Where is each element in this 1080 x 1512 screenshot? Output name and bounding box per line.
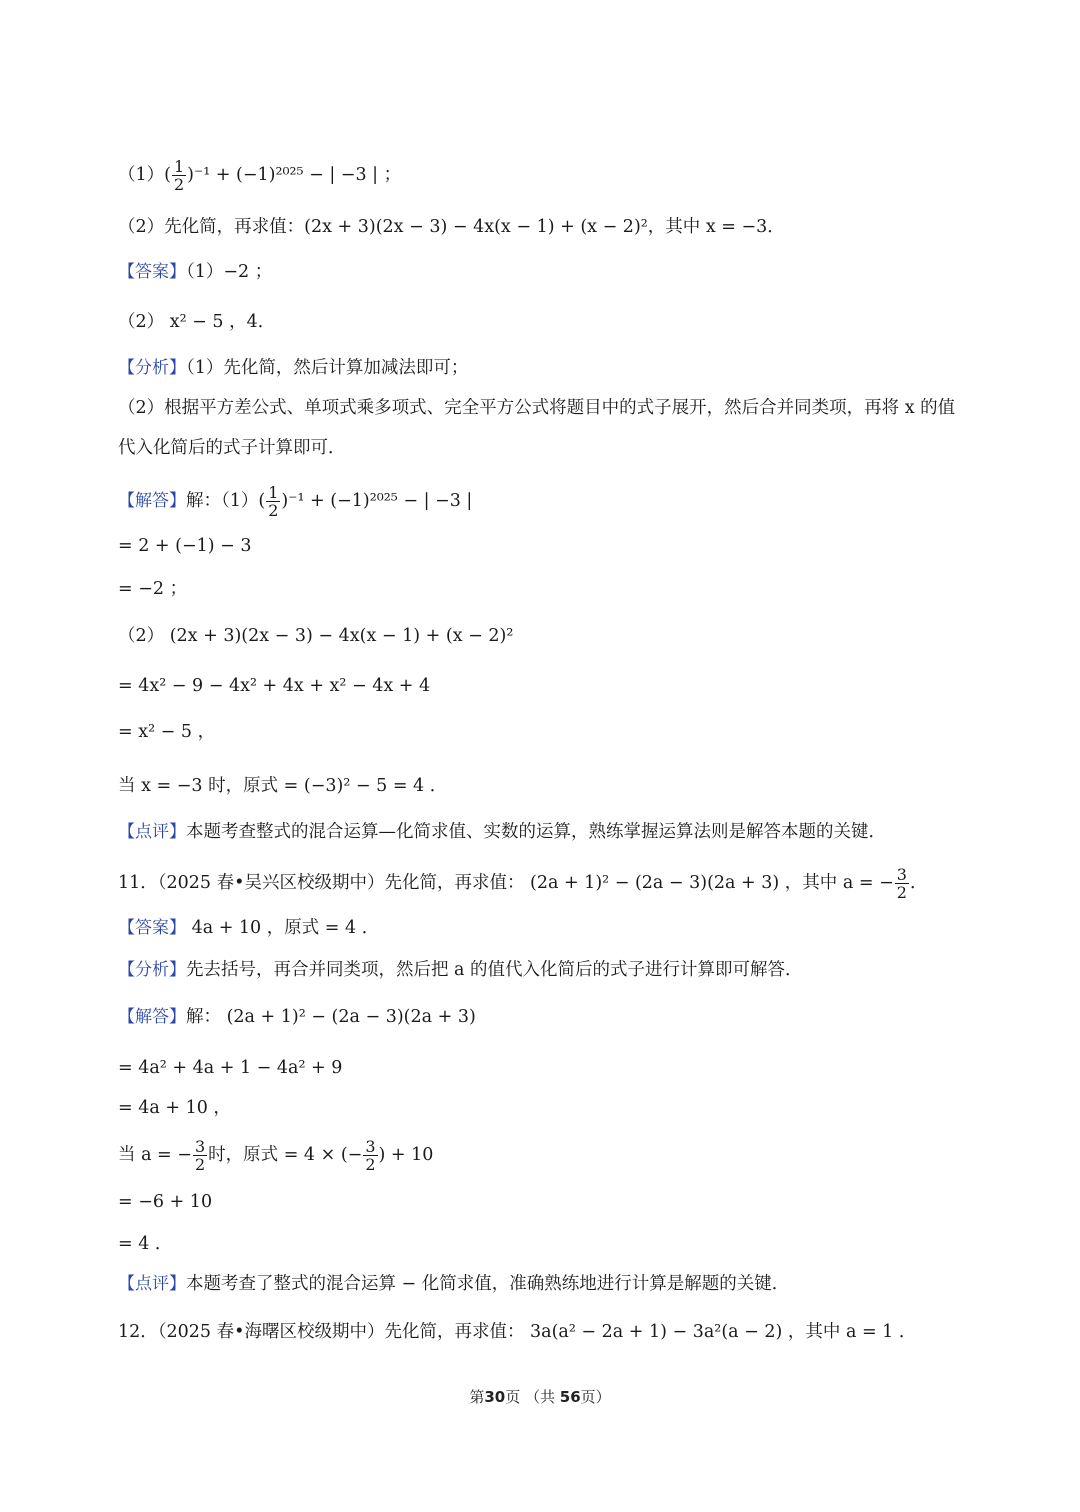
answer-tag: 【答案】 [118,262,186,282]
comment-tag: 【点评】 [118,822,186,842]
page-number: 30 [484,1388,506,1406]
q10-comment: 【点评】本题考查整式的混合运算—化简求值、实数的运算，熟练掌握运算法则是解答本题的关键． [118,822,886,842]
q11-comment: 【点评】本题考查了整式的混合运算 − 化简求值，准确熟练地进行计算是解题的关键． [118,1274,790,1294]
solution-tag: 【解答】 [118,1007,186,1027]
q11-title: 11．（2025 春•吴兴区校级期中）先化简，再求值： (2a + 1)² − (2a − 3)(2a + 3) ，其中 a = − $\frac{3}{2}$ ． [118,865,928,902]
q10-solution-7: 当 x = −3 时，原式 = (−3)² − 5 = 4 ． [118,776,448,796]
fraction: $\frac{3}{2}$ [194,1137,206,1174]
q10-answer-2: （2） x² − 5 ，4． [118,312,276,332]
q11-solution-4: 当 a = − $\frac{3}{2}$ 时，原式 = 4 × (− $\frac{3}{2}$ ) + 10 [118,1137,434,1174]
q10-part2: （2）先化简，再求值：(2x + 3)(2x − 3) − 4x(x − 1) + (x − 2)²，其中 x = −3． [118,217,785,237]
q10-answer-1: 【答案】（1）−2 ； [118,262,273,282]
q11-solution-5: = −6 + 10 [118,1192,213,1212]
q10-solution-2: = 2 + (−1) − 3 [118,536,252,556]
analysis-tag: 【分析】 [118,960,186,980]
answer-tag: 【答案】 [118,918,186,938]
fraction: $\frac{3}{2}$ [365,1137,376,1174]
q10-solution-1: 【解答】解：（1）( $\frac{1}{2}$ )⁻¹ + (−1)²⁰²⁵ − | −3 | [118,483,473,520]
analysis-tag: 【分析】 [118,358,186,378]
q11-solution-2: = 4a² + 4a + 1 − 4a² + 9 [118,1058,343,1078]
q11-solution-1: 【解答】解： (2a + 1)² − (2a − 3)(2a + 3) [118,1007,476,1027]
q11-answer: 【答案】 4a + 10 ，原式 = 4 ． [118,918,380,938]
comment-tag: 【点评】 [118,1274,186,1294]
q11-solution-3: = 4a + 10 ， [118,1098,231,1118]
fraction: $\frac{3}{2}$ [896,865,907,902]
page-total: 56 [559,1388,581,1406]
q10-solution-5: = 4x² − 9 − 4x² + 4x + x² − 4x + 4 [118,676,431,696]
fraction: $\frac{1}{2}$ [268,483,279,520]
q10-analysis-2: （2）根据平方差公式、单项式乘多项式、完全平方公式将题目中的式子展开，然后合并同类项，再将 x 的值代入化简后的式子计算即可． [118,398,956,458]
q10-solution-4: （2） (2x + 3)(2x − 3) − 4x(x − 1) + (x − 2)² [118,626,514,646]
q10-solution-6: = x² − 5 ， [118,722,216,742]
fraction: $\frac{1}{2}$ [173,157,185,194]
q11-solution-6: = 4 ． [118,1234,173,1254]
q11-analysis: 【分析】先去括号，再合并同类项，然后把 a 的值代入化简后的式子进行计算即可解答． [118,960,803,980]
solution-tag: 【解答】 [118,491,186,511]
q10-solution-3: = −2 ； [118,579,188,599]
page-footer: 第30页 （共 56页） [469,1388,611,1406]
q12-title: 12．（2025 春•海曙区校级期中）先化简，再求值： 3a(a² − 2a + 1) − 3a²(a − 2) ，其中 a = 1 ． [118,1322,917,1342]
q10-part1: （1）( $\frac{1}{2}$ )⁻¹ + (−1)²⁰²⁵ − | −3 | ； [118,157,402,194]
q10-analysis-1: 【分析】（1）先化简，然后计算加减法即可； [118,358,469,378]
